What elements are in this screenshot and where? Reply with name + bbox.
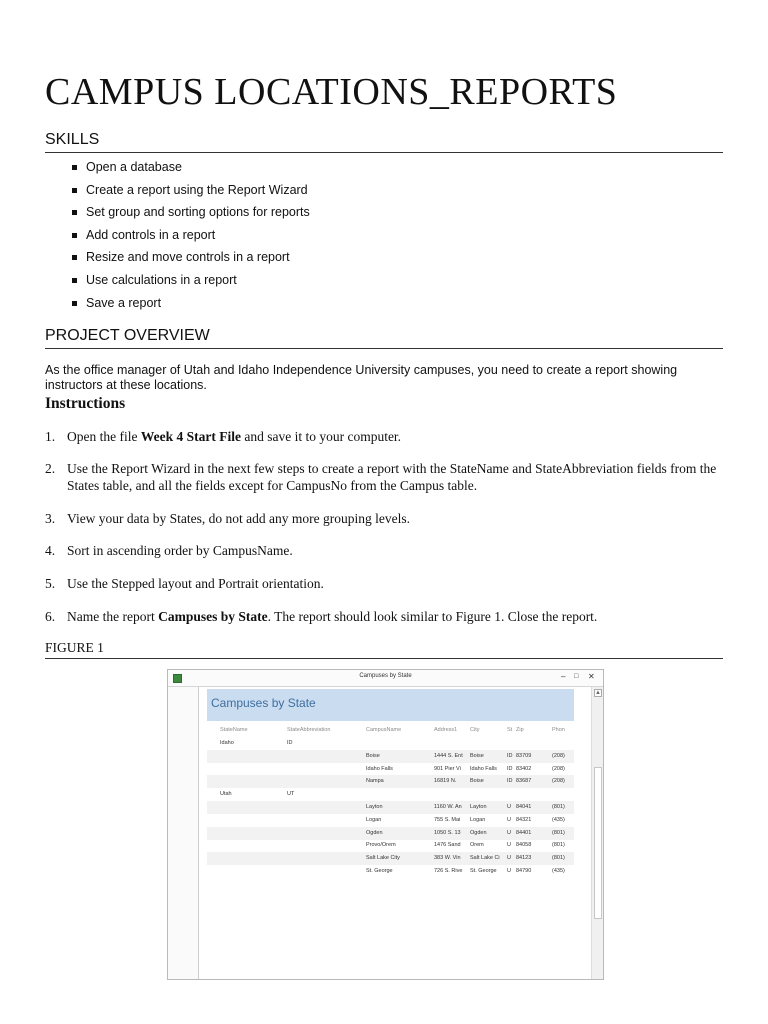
cell-zip: 84123	[516, 855, 532, 862]
column-header-state-name: StateName	[220, 727, 248, 733]
skill-item	[70, 159, 310, 182]
skill-item	[70, 295, 310, 318]
skills-heading: SKILLS	[45, 131, 723, 153]
cell-address: 1444 S. Ent	[434, 752, 463, 759]
step-text-part: Name the report	[67, 609, 159, 624]
cell-campus-name: Idaho Falls	[366, 765, 393, 772]
cell-state: ID	[507, 752, 513, 759]
cell-zip: 84041	[516, 804, 532, 810]
skill-label: Add controls in a report	[86, 227, 216, 242]
cell-campus-name: Provo/Orem	[366, 842, 396, 849]
step-number: 3.	[45, 511, 56, 526]
cell-phone: (801)	[552, 842, 565, 849]
column-header-campus-name: CampusName	[366, 727, 402, 733]
cell-city: Idaho Falls	[470, 765, 497, 772]
column-header-city: City	[470, 727, 480, 733]
step-emphasis: Campuses by State	[158, 609, 268, 624]
step-text	[67, 510, 725, 527]
skill-item	[70, 182, 310, 205]
step-number: 1.	[45, 429, 56, 444]
skill-label: Create a report using the Report Wizard	[86, 182, 308, 197]
cell-state: ID	[507, 765, 513, 772]
instruction-step	[45, 428, 725, 445]
cell-state: ID	[507, 778, 513, 785]
window-title: Campuses by State	[359, 673, 412, 679]
close-icon[interactable]: ✕	[588, 672, 595, 681]
report-row	[207, 814, 574, 827]
scrollbar-thumb[interactable]	[594, 767, 602, 919]
step-text-part: Use the Report Wizard in the next few steps to create a report with the StateName and StateAbbreviation fields from the States table, and all the fields except for CampusNo from the Campus table.	[67, 461, 717, 493]
instruction-step	[45, 575, 725, 592]
step-number: 5.	[45, 576, 56, 591]
instruction-step	[45, 510, 725, 527]
cell-address: 1160 W. An	[434, 804, 462, 810]
step-text	[67, 608, 725, 625]
skill-item	[70, 249, 310, 272]
page-title: CAMPUS LOCATIONS_REPORTS	[45, 71, 618, 113]
cell-state: U	[507, 829, 511, 836]
column-header-zip: Zip	[516, 727, 524, 733]
cell-campus-name: Boise	[366, 752, 380, 759]
skill-item	[70, 272, 310, 295]
cell-campus-name: Salt Lake City	[366, 855, 400, 862]
maximize-icon[interactable]: □	[574, 673, 579, 680]
bullet-icon	[72, 165, 77, 170]
step-text-part: . The report should look similar to Figure 1. Close the report.	[267, 609, 598, 624]
cell-zip: 84058	[516, 842, 532, 849]
figure-label: FIGURE 1	[45, 640, 723, 659]
cell-city: Boise	[470, 778, 484, 785]
cell-campus-name: St. George	[366, 868, 393, 874]
cell-city: Boise	[470, 752, 484, 759]
bullet-icon	[72, 301, 77, 306]
step-number: 4.	[45, 543, 56, 558]
report-row	[207, 827, 574, 840]
cell-campus-name: Nampa	[366, 778, 384, 785]
bullet-icon	[72, 188, 77, 193]
cell-state-name: Idaho	[220, 740, 234, 746]
cell-city: Orem	[470, 842, 484, 849]
cell-campus-name: Logan	[366, 816, 382, 823]
bullet-icon	[72, 278, 77, 283]
report-row	[207, 852, 574, 865]
report-column-headers	[207, 724, 574, 737]
cell-state-abbreviation: ID	[287, 740, 293, 746]
skill-label: Save a report	[86, 295, 162, 310]
instructions-heading: Instructions	[45, 395, 126, 412]
cell-address: 901 Pier Vi	[434, 765, 461, 772]
column-header-address: Address1	[434, 727, 458, 733]
report-header-band	[207, 689, 574, 721]
report-title: Campuses by State	[211, 696, 316, 710]
step-number: 2.	[45, 461, 56, 476]
cell-zip: 83687	[516, 778, 532, 785]
instruction-step	[45, 608, 725, 625]
step-text-part: Sort in ascending order by CampusName.	[67, 543, 293, 558]
window-side-gutter	[168, 687, 199, 979]
step-text	[67, 542, 725, 559]
cell-zip: 83402	[516, 765, 532, 772]
cell-state: U	[507, 842, 511, 849]
cell-phone: (208)	[552, 778, 565, 785]
skill-label: Resize and move controls in a report	[86, 250, 290, 265]
report-row	[207, 865, 574, 878]
cell-state: U	[507, 804, 511, 810]
cell-state-abbreviation: UT	[287, 791, 295, 798]
step-number: 6.	[45, 609, 56, 624]
report-row	[207, 775, 574, 788]
skills-list	[70, 159, 310, 317]
report-row	[207, 737, 574, 750]
bullet-icon	[72, 255, 77, 260]
cell-zip: 84401	[516, 829, 532, 836]
skill-label: Open a database	[86, 160, 182, 174]
scroll-up-icon[interactable]: ▲	[595, 690, 601, 696]
step-emphasis: Week 4 Start File	[140, 429, 241, 444]
cell-zip: 83709	[516, 752, 532, 759]
cell-address: 1476 Sand	[434, 842, 461, 849]
cell-phone: (208)	[552, 765, 565, 772]
step-text-part: View your data by States, do not add any more grouping levels.	[67, 511, 410, 526]
cell-city: Logan	[470, 816, 486, 823]
step-text-part: Use the Stepped layout and Portrait orientation.	[67, 576, 324, 591]
bullet-icon	[72, 210, 77, 215]
cell-phone: (435)	[552, 868, 565, 874]
report-row	[207, 801, 574, 814]
skill-item	[70, 227, 310, 250]
report-row	[207, 788, 574, 801]
skill-label: Use calculations in a report	[86, 272, 237, 287]
window-titlebar	[168, 670, 603, 687]
step-text-part: Open the file	[67, 429, 141, 444]
cell-state: U	[507, 855, 511, 862]
cell-phone: (208)	[552, 752, 565, 759]
project-overview-heading: PROJECT OVERVIEW	[45, 327, 723, 349]
column-header-state-abbreviation: StateAbbreviation	[287, 727, 331, 733]
instruction-step	[45, 460, 725, 494]
cell-phone: (801)	[552, 804, 565, 810]
instruction-step	[45, 542, 725, 559]
cell-campus-name: Ogden	[366, 829, 383, 836]
report-row	[207, 750, 574, 763]
cell-zip: 84321	[516, 816, 532, 823]
cell-phone: (801)	[552, 829, 565, 836]
report-row	[207, 839, 574, 852]
bullet-icon	[72, 233, 77, 238]
column-header-state: St	[507, 727, 513, 733]
skill-label: Set group and sorting options for reports	[86, 205, 310, 220]
cell-state: U	[507, 816, 511, 823]
cell-city: Layton	[470, 804, 487, 810]
report-window-screenshot	[167, 669, 604, 980]
column-header-phone: Phon	[552, 727, 565, 733]
cell-address: 726 S. Rive	[434, 868, 463, 874]
cell-state: U	[507, 868, 511, 874]
cell-address: 383 W. Vin	[434, 855, 461, 862]
cell-city: Salt Lake Ci	[470, 855, 500, 862]
cell-address: 1050 S. 13	[434, 829, 461, 836]
vertical-scrollbar[interactable]	[591, 687, 603, 979]
cell-phone: (435)	[552, 816, 565, 823]
cell-city: St. George	[470, 868, 497, 874]
skill-item	[70, 204, 310, 227]
report-canvas	[199, 687, 591, 979]
step-text-part: and save it to your computer.	[240, 429, 402, 444]
cell-state-name: Utah	[220, 791, 232, 798]
cell-address: 16819 N.	[434, 778, 457, 785]
step-text	[67, 575, 725, 592]
minimize-icon[interactable]: –	[561, 672, 566, 681]
cell-zip: 84790	[516, 868, 532, 874]
report-row	[207, 763, 574, 776]
step-text	[67, 460, 725, 494]
cell-phone: (801)	[552, 855, 565, 862]
cell-campus-name: Layton	[366, 804, 383, 810]
project-overview-text: As the office manager of Utah and Idaho Independence University campuses, you need to create a report showing instructors at these locations.	[45, 363, 678, 392]
cell-city: Ogden	[470, 829, 487, 836]
cell-address: 755 S. Mai	[434, 816, 461, 823]
step-text	[67, 428, 725, 445]
